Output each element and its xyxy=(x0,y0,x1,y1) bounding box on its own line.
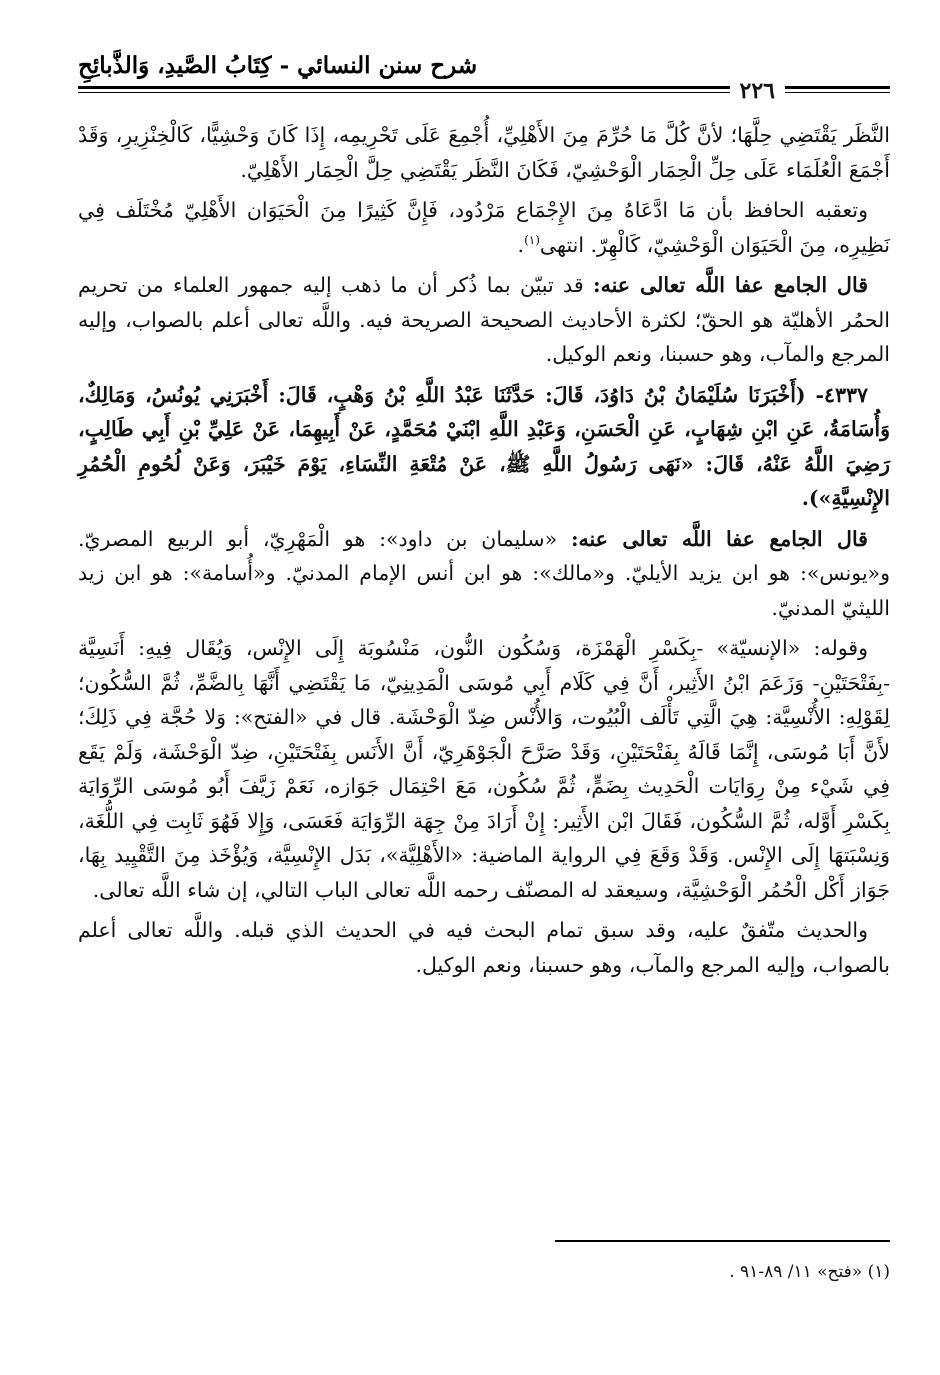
paragraph-2: وتعقبه الحافظ بأن مَا ادَّعَاهُ مِنَ الإِجْمَاع مَرْدُود، فَإِنَّ كَثِيرًا مِنَ الْحَيَوَان الأَهْلِيّ مُخْتَلَف فِي نَظِيرِه، مِنَ الْحَيَوَان الْوَحْشِيّ، كَالْهِرّ. انتهى$^{(١)}$. xyxy=(78,198,890,257)
paragraph-7: والحديث متّفقٌ عليه، وقد سبق تمام البحث فيه في الحديث الذي قبله. واللَّه تعالى أعلم بالصواب، وإليه المرجع والمآب، وهو حسبنا، ونعم الوكيل. xyxy=(78,918,890,977)
paragraph-6: وقوله: «الإنسيّة» -بِكَسْرِ الْهَمْزَة، وَسُكُون النُّون، مَنْسُوبَة إِلَى الإِنْس، وَيُقَال فِيهِ: أَنَسِيَّة -بِفَتْحَتَيْنِ- وَزَعَمَ ابْنُ الأَثِير، أَنَّ فِي كَلَام أَبِي مُوسَى الْمَدِينِيّ، مَا يَقْتَضِي أَنَّهَا بِالضَّمِّ، ثُمَّ السُّكُون؛ لِقَوْلِهِ: الأُنْسِيَّة: هِيَ الَّتِي تَأْلَف الْبُيُوت، وَالأُنْس ضِدّ الْوَحْشَة. قال في «الفتح»: وَلا حُجَّة فِي ذَلِكَ؛ لأَنَّ أَبَا مُوسَى، إِنَّمَا قَالَهُ بِفَتْحَتَيْنِ، وَقَدْ صَرَّحَ الْجَوْهَرِيّ، أَنَّ الأَنَس بِفَتْحَتَيْنِ، ضِدّ الْوَحْشَة، وَلَمْ يَقَع فِي شَيْء مِنْ رِوَايَات الْحَدِيث بِضَمٍّ، ثُمَّ سُكُون، مَعَ احْتِمَال جَوَازه، نَعَمْ زَيَّفَ أَبُو مُوسَى الرِّوَايَة بِكَسْرِ أَوَّله، ثُمَّ السُّكُون، فَقَالَ ابْن الأَثِير: إِنْ أَرَادَ مِنْ جِهَة الرِّوَايَة فَعَسَى، وَإِلا فَهُوَ ثَابِت فِي اللُّغَة، وَنِسْبَتهَا إِلَى الإِنْس. وَقَدْ وَقَعَ فِي الرواية الماضية: «الأَهْلِيَّة»، بَدَل الإِنْسِيَّة، وَيُؤْخَذ مِنَ التَّقْيِيد بِهَا، جَوَاز أَكْل الْحُمُر الْوَحْشِيَّة، وسيعقد له المصنّف رحمه اللَّه تعالى الباب التالي، إن شاء اللَّه تعالى. xyxy=(78,636,890,902)
footnote-rule xyxy=(555,1240,890,1242)
page-header xyxy=(78,52,890,108)
speaker-label: قال الجامع عفا اللَّه تعالى عنه: xyxy=(593,273,868,297)
running-title: شرح سنن النسائي - كِتَابُ الصَّيدِ، وَالذَّبائِحِ xyxy=(78,52,478,79)
main-text xyxy=(78,118,890,988)
speaker-label: قال الجامع عفا اللَّه تعالى عنه: xyxy=(570,526,868,551)
page-number: ٢٢٦ xyxy=(730,78,785,104)
footnote-marker: (١) xyxy=(524,232,540,247)
paragraph-5: قال الجامع عفا اللَّه تعالى عنه: «سليمان بن داود»: هو الْمَهْرِيّ، أبو الربيع المصريّ. و«يونس»: هو ابن يزيد الأيليّ. و«مالك»: هو ابن أنس الإمام المدنيّ. و«أُسامة»: هو ابن زيد الليثيّ المدنيّ. xyxy=(78,526,890,620)
hadith-text: ٤٣٣٧- (أَخْبَرَنَا سُلَيْمَانُ بْنُ دَاوُدَ، قَالَ: حَدَّثَنَا عَبْدُ اللَّهِ بْنُ وَهْبٍ، قَالَ: أَخْبَرَنِي يُونُسُ، وَمَالِكٌ، وَأُسَامَةُ، عَنِ ابْنِ شِهَابٍ، عَنِ الْحَسَنِ، وَعَبْدِ اللَّهِ ابْنَيْ مُحَمَّدٍ، عَنْ أَبِيهِمَا، عَنْ عَلِيِّ بْنِ أَبِي طَالِبٍ، رَضِيَ اللَّهُ عَنْهُ، قَالَ: «نَهَى رَسُولُ اللَّهِ ﷺ، عَنْ مُتْعَةِ النِّسَاءِ، يَوْمَ خَيْبَرَ، وَعَنْ لُحُومِ الْحُمُرِ الإِنْسِيَّةِ»). xyxy=(78,382,890,510)
paragraph-1: النَّظَر يَقْتَضِي حِلَّهَا؛ لأنَّ كُلَّ مَا حُرِّمَ مِنَ الأَهْلِيِّ، أُجْمِعَ عَلَى تَحْرِيمِه، إِذَا كَانَ وَحْشِيًّا، كَالْخِنْزِيرِ، وَقَدْ أَجْمَعَ الْعُلَمَاء عَلَى حِلِّ الْحِمَار الْوَحْشِيّ، فَكَانَ النَّظَر يَقْتَضِي حِلَّ الْحِمَار الأَهْلِيّ. xyxy=(78,123,890,182)
footnote: (١) «فتح» ١١/ ٨٩-٩١ . xyxy=(729,1262,890,1282)
paragraph-3: قال الجامع عفا اللَّه تعالى عنه: قد تبيّن بما ذُكر أن ما ذهب إليه جمهور العلماء من تحريم الحمُر الأهليّة هو الحقّ؛ لكثرة الأحاديث الصحيحة الصريحة فيه. واللَّه تعالى أعلم بالصواب، وإليه المرجع والمآب، وهو حسبنا، ونعم الوكيل. xyxy=(78,273,890,366)
